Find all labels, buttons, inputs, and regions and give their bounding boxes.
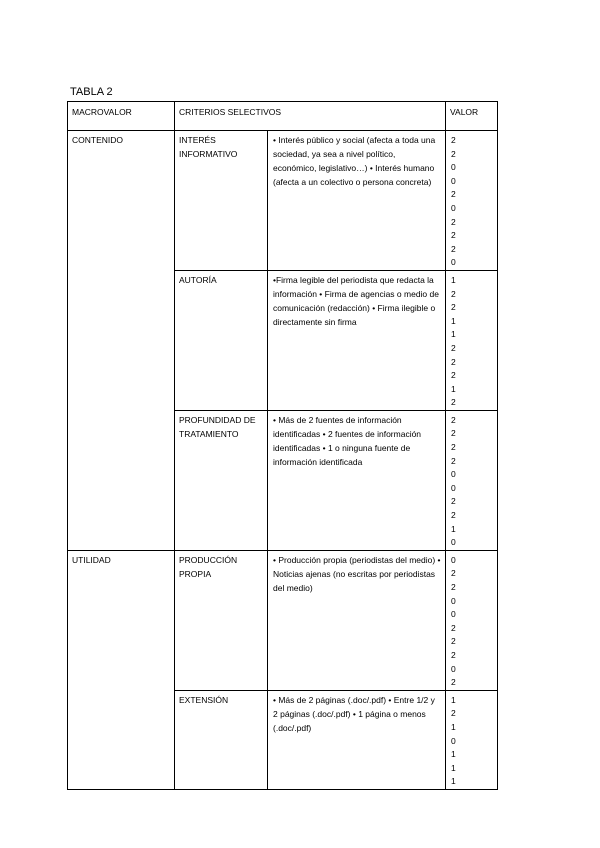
value-item: 2 [451, 243, 456, 254]
criterion-description: • Interés público y social (afecta a toda una sociedad, ya sea a nivel político, económico, legislativo…) • Interés humano (afecta a un colectivo o persona concreta) [268, 131, 446, 271]
value-item: 2 [451, 370, 456, 381]
value-item: 1 [451, 315, 456, 326]
value-item: 1 [451, 762, 456, 773]
value-item: 0 [451, 663, 456, 674]
value-item: 2 [451, 568, 456, 579]
value-item: 2 [451, 189, 456, 200]
values-cell [446, 690, 498, 789]
table-row [68, 131, 498, 271]
value-item: 1 [451, 776, 456, 787]
table-body [68, 131, 498, 790]
value-item: 2 [451, 342, 456, 353]
criterion-description: • Más de 2 páginas (.doc/.pdf) • Entre 1/2 y 2 páginas (.doc/.pdf) • 1 página o menos (.doc/.pdf) [268, 690, 446, 789]
value-item: 0 [451, 469, 456, 480]
table-row [68, 550, 498, 690]
value-item: 0 [451, 257, 456, 268]
criterion-cell: EXTENSIÓN [175, 690, 268, 789]
value-item: 2 [451, 636, 456, 647]
criteria-table [67, 101, 498, 790]
value-item: 0 [451, 482, 456, 493]
value-item: 2 [451, 135, 456, 145]
value-item: 2 [451, 582, 456, 592]
criterion-description: • Más de 2 fuentes de información identificadas • 2 fuentes de información identificadas • 1 o ninguna fuente de información identificada [268, 410, 446, 550]
values-cell [446, 270, 498, 410]
value-item: 2 [451, 649, 456, 660]
criterion-description: •Firma legible del periodista que redacta la información • Firma de agencias o medio de comunicación (redacción) • Firma ilegible o directamente sin firma [268, 270, 446, 410]
value-item: 2 [451, 708, 456, 719]
value-item: 0 [451, 609, 456, 620]
value-item: 2 [451, 414, 456, 425]
value-item: 2 [451, 216, 456, 227]
macrovalor-cell: CONTENIDO [68, 131, 175, 551]
criterion-cell: INTERÉS INFORMATIVO [175, 131, 268, 271]
value-item: 2 [451, 510, 456, 521]
macrovalor-cell: UTILIDAD [68, 550, 175, 789]
value-item: 1 [451, 721, 456, 732]
value-item: 2 [451, 428, 456, 439]
header-macrovalor: MACROVALOR [68, 102, 175, 131]
values-cell [446, 550, 498, 690]
value-item: 1 [451, 749, 456, 760]
value-item: 2 [451, 622, 456, 633]
value-item: 0 [451, 735, 456, 746]
value-item: 2 [451, 442, 456, 453]
values-cell [446, 410, 498, 550]
value-item: 2 [451, 230, 456, 241]
value-item: 2 [451, 455, 456, 466]
value-item: 2 [451, 677, 456, 688]
value-item: 1 [451, 329, 456, 340]
criterion-description: • Producción propia (periodistas del medio) • Noticias ajenas (no escritas por periodistas del medio) [268, 550, 446, 690]
criterion-cell: PROFUNDIDAD DE TRATAMIENTO [175, 410, 268, 550]
criterion-cell: PRODUCCIÓN PROPIA [175, 550, 268, 690]
value-item: 2 [451, 397, 456, 408]
value-item: 2 [451, 496, 456, 507]
value-item: 2 [451, 356, 456, 367]
value-item: 0 [451, 202, 456, 213]
criterion-cell: AUTORÍA [175, 270, 268, 410]
value-item: 0 [451, 595, 456, 606]
table-caption: TABLA 2 [70, 86, 113, 98]
values-cell [446, 131, 498, 271]
value-item: 2 [451, 148, 456, 159]
header-row [68, 102, 498, 131]
value-item: 2 [451, 302, 456, 313]
header-criterios: CRITERIOS SELECTIVOS [175, 102, 446, 131]
value-item: 0 [451, 162, 456, 173]
value-item: 0 [451, 554, 456, 565]
header-valor: VALOR [446, 102, 498, 131]
value-item: 1 [451, 694, 456, 705]
value-item: 1 [451, 523, 456, 534]
value-item: 0 [451, 537, 456, 548]
value-item: 2 [451, 288, 456, 299]
value-item: 0 [451, 175, 456, 186]
value-item: 1 [451, 383, 456, 394]
value-item: 1 [451, 274, 456, 285]
